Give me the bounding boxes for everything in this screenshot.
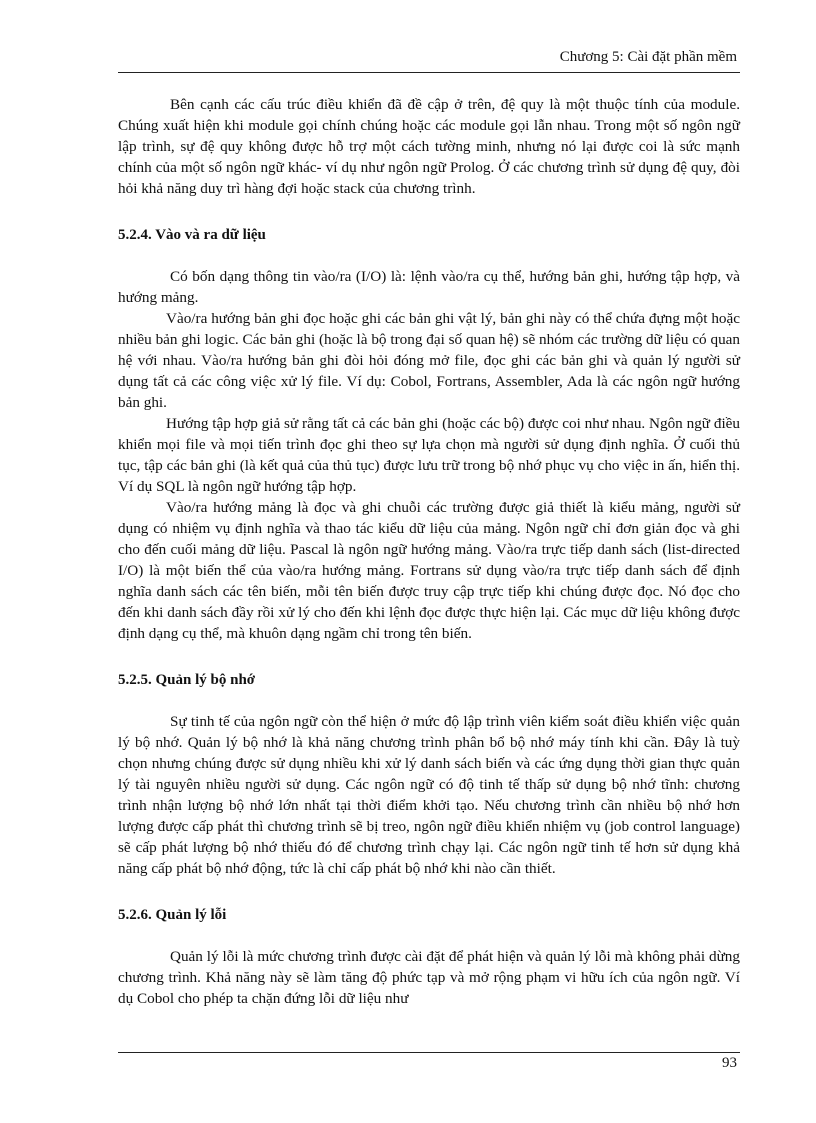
paragraph-io-types: Có bốn dạng thông tin vào/ra (I/O) là: lệnh vào/ra cụ thể, hướng bản ghi, hướng tập hợp, và hướng mảng.	[118, 268, 740, 306]
intro-paragraph: Bên cạnh các cấu trúc điều khiển đã đề cập ở trên, đệ quy là một thuộc tính của module. Chúng xuất hiện khi module gọi chính chúng hoặc các module gọi lẫn nhau. Trong một số ngôn ngữ lập trình, sự đệ quy không được hỗ trợ một cách tường minh, nhưng nó lại được coi là sức mạnh chính của một số ngôn ngữ khác- ví dụ như ngôn ngữ Prolog. Ở các chương trình sử dụng đệ quy, đòi hỏi khả năng duy trì hàng đợi hoặc stack của chương trình.	[118, 96, 740, 197]
paragraph-set-io: Hướng tập hợp giả sử rằng tất cả các bản ghi (hoặc các bộ) được coi như nhau. Ngôn ngữ điều khiển mọi file và mọi tiến trình đọc ghi theo sự lựa chọn mà người sử dụng định nghĩa. Ở cuối thủ tục, tập các bản ghi (là kết quả của thủ tục) được lưu trữ trong bộ nhớ phục vụ cho việc in ấn, hiển thị. Ví dụ SQL là ngôn ngữ hướng tập hợp.	[118, 415, 740, 495]
footer-rule	[118, 1052, 740, 1053]
paragraph-memory-management: Sự tinh tế của ngôn ngữ còn thể hiện ở mức độ lập trình viên kiểm soát điều khiển việc quản lý bộ nhớ. Quản lý bộ nhớ là khả năng chương trình phân bổ bộ nhớ máy tính khi cần. Đây là tuỳ chọn nhưng chúng được sử dụng nhiều khi xử lý danh sách biến và các ứng dụng thời gian thực quản lý tài nguyên nhiều người sử dụng. Các ngôn ngữ có độ tinh tế thấp sử dụng bộ nhớ tĩnh: chương trình nhận lượng bộ nhớ lớn nhất tại thời điểm khởi tạo. Nếu chương trình cần nhiều bộ nhớ hơn lượng được cấp phát thì chương trình sẽ bị treo, ngôn ngữ điều khiển nhiệm vụ (job control language) sẽ cấp phát lượng bộ nhớ thiếu đó để chương trình chạy lại. Các ngôn ngữ tinh tế hơn sử dụng khả năng cấp phát bộ nhớ động, tức là chỉ cấp phát bộ nhớ khi nào cần thiết.	[118, 713, 740, 877]
page-number: 93	[722, 1055, 737, 1071]
section-heading-5-2-5: 5.2.5. Quản lý bộ nhớ	[118, 672, 256, 688]
section-heading-5-2-6: 5.2.6. Quản lý lỗi	[118, 907, 227, 923]
chapter-header: Chương 5: Cài đặt phần mềm	[559, 49, 737, 65]
paragraph-array-io: Vào/ra hướng mảng là đọc và ghi chuỗi các trường được giả thiết là kiểu mảng, người sử dụng có nhiệm vụ định nghĩa và thao tác kiểu dữ liệu của mảng. Ngôn ngữ chỉ đơn giản đọc và ghi cho đến cuối mảng dữ liệu. Pascal là ngôn ngữ hướng mảng. Vào/ra trực tiếp danh sách (list-directed I/O) là một biến thể của vào/ra hướng mảng. Fortrans sử dụng vào/ra trực tiếp danh sách để định nghĩa danh sách các tên biến, mỗi tên biến được truy cập trực tiếp khi chúng được đọc. Nó đọc cho đến khi danh sách đầy rồi xử lý cho đến khi lệnh đọc được thực hiện lại. Các mục dữ liệu không được định dạng cụ thể, mà khuôn dạng ngầm chỉ trong tên biến.	[118, 499, 740, 642]
section-heading-5-2-4: 5.2.4. Vào và ra dữ liệu	[118, 227, 266, 243]
header-rule	[118, 72, 740, 73]
paragraph-error-management: Quản lý lỗi là mức chương trình được cài đặt để phát hiện và quản lý lỗi mà không phải dừng chương trình. Khả năng này sẽ làm tăng độ phức tạp và mở rộng phạm vi hữu ích của ngôn ngữ. Ví dụ Cobol cho phép ta chặn đứng lỗi dữ liệu như	[118, 948, 740, 1007]
paragraph-record-io: Vào/ra hướng bản ghi đọc hoặc ghi các bản ghi vật lý, bản ghi này có thể chứa đựng một hoặc nhiều bản ghi logic. Các bản ghi (hoặc là bộ trong đại số quan hệ) sẽ nhóm các trường dữ liệu có quan hệ với nhau. Vào/ra hướng bản ghi đòi hỏi đóng mở file, đọc ghi các bản ghi và quản lý người sử dụng tất cả các công việc xử lý file. Ví dụ: Cobol, Fortrans, Assembler, Ada là các ngôn ngữ hướng bản ghi.	[118, 310, 740, 411]
page-body	[118, 94, 740, 1009]
